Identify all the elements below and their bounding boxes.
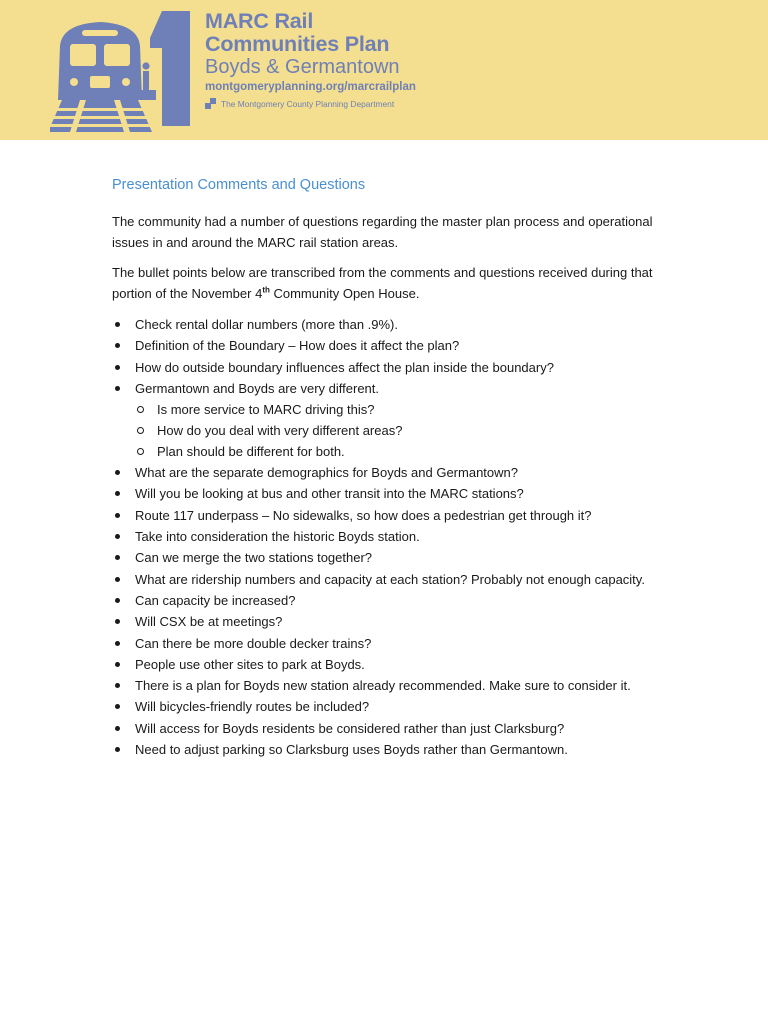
section-title: Presentation Comments and Questions [112, 177, 366, 193]
list-item: There is a plan for Boyds new station already recommended. Make sure to consider it. [112, 675, 672, 696]
department-line [205, 98, 416, 109]
list-item: Need to adjust parking so Clarksburg uses Boyds rather than Germantown. [112, 739, 672, 760]
list-item: People use other sites to park at Boyds. [112, 654, 672, 675]
sub-list-item: Plan should be different for both. [135, 441, 672, 462]
plan-subtitle: Boyds & Germantown [205, 56, 400, 78]
ordinal-suffix: th [262, 285, 270, 295]
list-item-text: Germantown and Boyds are very different. [135, 380, 379, 396]
document-body [112, 175, 672, 760]
sub-list [135, 399, 672, 462]
list-item: Will access for Boyds residents be considered rather than just Clarksburg? [112, 718, 672, 739]
list-item: What are ridership numbers and capacity at each station? Probably not enough capacity. [112, 569, 672, 590]
list-item: What are the separate demographics for Boyds and Germantown? [112, 462, 672, 483]
transcription-text-end: Community Open House. [269, 286, 420, 301]
transcription-paragraph [112, 262, 672, 304]
department-name: The Montgomery County Planning Department [221, 98, 395, 109]
sub-list-item: Is more service to MARC driving this? [135, 399, 672, 420]
list-item: Definition of the Boundary – How does it affect the plan? [112, 335, 672, 356]
sub-list-item: How do you deal with very different areas? [135, 420, 672, 441]
list-item: Can capacity be increased? [112, 590, 672, 611]
department-logo-icon [205, 98, 216, 109]
list-item: Take into consideration the historic Boyds station. [112, 526, 672, 547]
comments-list [112, 314, 672, 760]
plan-title-block [205, 10, 416, 109]
list-item: Route 117 underpass – No sidewalks, so how does a pedestrian get through it? [112, 505, 672, 526]
list-item: How do outside boundary influences affect the plan inside the boundary? [112, 357, 672, 378]
list-item: Will CSX be at meetings? [112, 611, 672, 632]
intro-paragraph: The community had a number of questions regarding the master plan process and operational issues in and around the MARC rail station areas. [112, 214, 653, 250]
list-item: Can there be more double decker trains? [112, 633, 672, 654]
transcription-text-start: The bullet points below are transcribed from the comments and questions received during that portion of the November 4 [112, 265, 653, 301]
plan-url: montgomeryplanning.org/marcrailplan [205, 81, 416, 93]
list-item: Will bicycles-friendly routes be included? [112, 696, 672, 717]
list-item: Check rental dollar numbers (more than .9%). [112, 314, 672, 335]
list-item: Will you be looking at bus and other transit into the MARC stations? [112, 483, 672, 504]
plan-title-line1: MARC Rail [205, 9, 314, 33]
plan-title-line2: Communities Plan [205, 32, 390, 56]
list-item: Can we merge the two stations together? [112, 547, 672, 568]
list-item-with-sublist [112, 378, 672, 462]
train-logo-icon [50, 8, 195, 136]
header-banner [0, 0, 768, 140]
